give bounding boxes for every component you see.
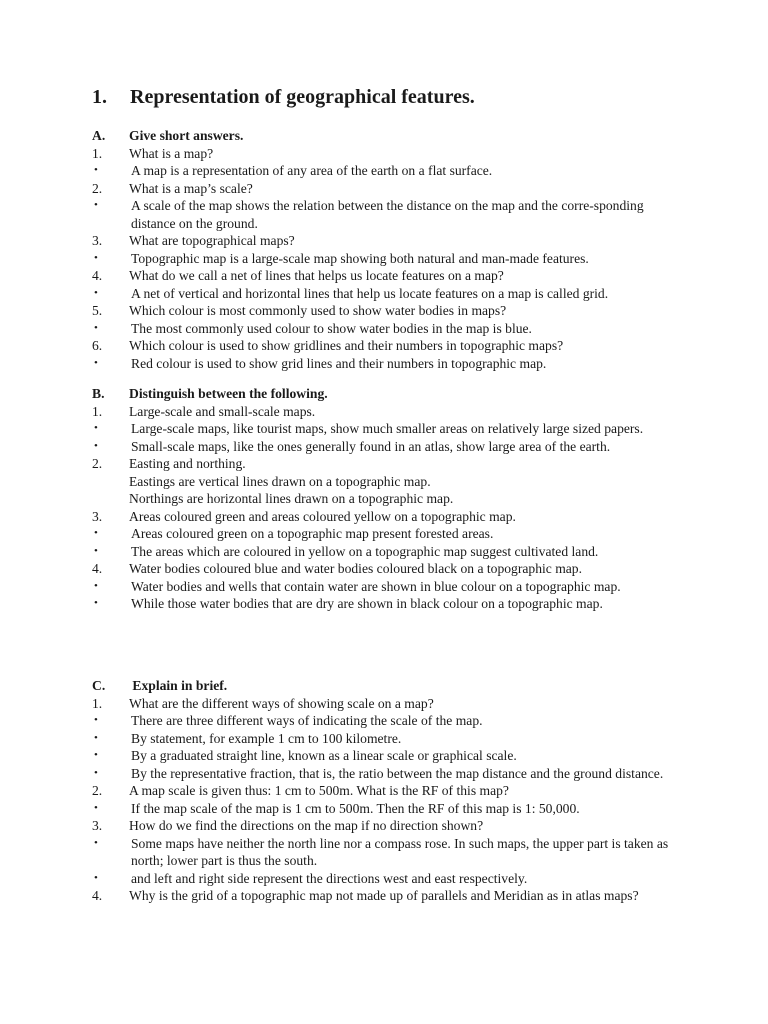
- title-text: Representation of geographical features.: [130, 86, 475, 108]
- bullet-marker: •: [94, 579, 98, 592]
- item-text: What do we call a net of lines that helps us locate features on a map?: [129, 268, 504, 283]
- bullet-marker: •: [94, 836, 98, 849]
- answer-line: [92, 490, 682, 508]
- bullet-marker: •: [94, 749, 98, 761]
- item-number: 3.: [92, 508, 103, 524]
- question-item: [92, 782, 682, 800]
- question-item: [92, 887, 682, 905]
- bullet-marker: •: [94, 731, 98, 744]
- bullet-marker: •: [94, 321, 98, 334]
- item-number: 2.: [92, 783, 103, 798]
- bullet-marker: •: [94, 871, 98, 884]
- answer-item: [92, 578, 682, 596]
- item-text: How do we find the directions on the map if no direction shown?: [129, 818, 484, 833]
- section-letter: A.: [92, 128, 106, 143]
- bullet-marker: •: [94, 801, 98, 814]
- item-number: 2.: [92, 456, 103, 471]
- bullet-marker: •: [94, 251, 98, 264]
- section-letter: B.: [92, 386, 105, 401]
- question-item: [92, 695, 682, 713]
- page-title: [92, 86, 475, 109]
- question-item: [92, 560, 682, 578]
- answer-item: [92, 162, 682, 180]
- item-text: Water bodies and wells that contain water are shown in blue colour on a topographic map.: [131, 578, 621, 594]
- question-item: [92, 267, 682, 285]
- answer-item: [92, 870, 682, 888]
- item-number: 3.: [92, 233, 103, 248]
- item-text: Areas coloured green and areas coloured yellow on a topographic map.: [129, 508, 516, 524]
- question-item: [92, 232, 682, 250]
- section-a: [92, 127, 682, 372]
- section-heading: [92, 385, 682, 403]
- bullet-marker: •: [94, 544, 98, 557]
- question-item: [92, 337, 682, 355]
- item-text: The areas which are coloured in yellow on a topographic map suggest cultivated land.: [131, 543, 599, 559]
- bullet-marker: •: [94, 356, 98, 369]
- item-number: 1.: [92, 695, 103, 711]
- item-text: and left and right side represent the directions west and east respectively.: [131, 870, 528, 886]
- bullet-marker: •: [94, 714, 98, 726]
- answer-item: [92, 835, 682, 870]
- item-text: A net of vertical and horizontal lines that help us locate features on a map is called grid.: [131, 285, 609, 301]
- answer-item: [92, 197, 682, 232]
- question-item: [92, 302, 682, 320]
- answer-item: [92, 543, 682, 561]
- answer-item: [92, 525, 682, 543]
- item-text: Large-scale and small-scale maps.: [129, 403, 316, 419]
- answer-item: [92, 712, 682, 730]
- item-text: By a graduated straight line, known as a linear scale or graphical scale.: [131, 748, 517, 763]
- item-text: What are topographical maps?: [129, 233, 295, 248]
- answer-item: [92, 800, 682, 818]
- item-number: 6.: [92, 338, 103, 353]
- answer-item: [92, 765, 682, 783]
- item-text: Eastings are vertical lines drawn on a topographic map.: [129, 473, 431, 489]
- answer-item: [92, 285, 682, 303]
- answer-item: [92, 595, 682, 613]
- item-text: Topographic map is a large-scale map showing both natural and man-made features.: [131, 250, 589, 266]
- question-item: [92, 817, 682, 835]
- item-number: 4.: [92, 561, 103, 576]
- item-text: By the representative fraction, that is, the ratio between the map distance and the ground distance.: [131, 765, 664, 781]
- answer-item: [92, 438, 682, 456]
- item-text: Which colour is used to show gridlines and their numbers in topographic maps?: [129, 338, 564, 353]
- section-heading: [92, 677, 682, 695]
- section-heading-text: Explain in brief.: [129, 678, 228, 693]
- item-text: Small-scale maps, like the ones generally found in an atlas, show large area of the earth.: [131, 438, 611, 454]
- bullet-marker: •: [94, 164, 98, 176]
- question-item: [92, 455, 682, 473]
- item-text: A scale of the map shows the relation between the distance on the map and the corre-sponding distance on the ground.: [131, 198, 644, 231]
- bullet-marker: •: [94, 199, 98, 211]
- item-text: What is a map?: [129, 145, 214, 161]
- section-c: [92, 677, 682, 905]
- item-text: Why is the grid of a topographic map not made up of parallels and Meridian as in atlas maps?: [129, 888, 639, 903]
- section-heading-text: Give short answers.: [129, 128, 244, 143]
- bullet-marker: •: [94, 766, 98, 779]
- bullet-marker: •: [94, 286, 98, 299]
- item-text: The most commonly used colour to show water bodies in the map is blue.: [131, 320, 532, 336]
- answer-item: [92, 747, 682, 765]
- answer-item: [92, 320, 682, 338]
- bullet-marker: •: [94, 597, 98, 609]
- item-text: There are three different ways of indicating the scale of the map.: [131, 713, 483, 728]
- title-number: 1.: [92, 86, 107, 108]
- item-text: A map is a representation of any area of the earth on a flat surface.: [131, 163, 493, 178]
- item-number: 5.: [92, 303, 103, 318]
- item-text: Areas coloured green on a topographic map present forested areas.: [131, 526, 494, 541]
- answer-line: [92, 473, 682, 491]
- item-text: A map scale is given thus: 1 cm to 500m. What is the RF of this map?: [129, 783, 509, 798]
- item-text: Large-scale maps, like tourist maps, show much smaller areas on relatively large sized papers.: [131, 421, 644, 436]
- question-item: [92, 180, 682, 198]
- item-number: 2.: [92, 180, 103, 196]
- item-text: By statement, for example 1 cm to 100 kilometre.: [131, 730, 402, 746]
- item-text: While those water bodies that are dry are shown in black colour on a topographic map.: [131, 596, 603, 611]
- section-letter: C.: [92, 678, 106, 693]
- item-text: What is a map’s scale?: [129, 180, 253, 196]
- item-text: What are the different ways of showing scale on a map?: [129, 695, 434, 711]
- section-b: [92, 385, 682, 613]
- item-text: Water bodies coloured blue and water bodies coloured black on a topographic map.: [129, 561, 583, 576]
- item-text: Red colour is used to show grid lines and their numbers in topographic map.: [131, 355, 547, 371]
- question-item: [92, 508, 682, 526]
- item-number: 3.: [92, 818, 103, 833]
- question-item: [92, 145, 682, 163]
- answer-item: [92, 250, 682, 268]
- item-number: 4.: [92, 888, 103, 903]
- bullet-marker: •: [94, 422, 98, 434]
- item-number: 4.: [92, 268, 103, 283]
- item-text: Some maps have neither the north line nor a compass rose. In such maps, the upper part is taken as north; lower part is thus the south.: [131, 835, 669, 868]
- item-text: Which colour is most commonly used to show water bodies in maps?: [129, 303, 507, 318]
- answer-item: [92, 355, 682, 373]
- bullet-marker: •: [94, 527, 98, 539]
- section-heading: [92, 127, 682, 145]
- section-heading-text: Distinguish between the following.: [129, 386, 328, 401]
- bullet-marker: •: [94, 439, 98, 452]
- answer-item: [92, 420, 682, 438]
- item-text: Northings are horizontal lines drawn on a topographic map.: [129, 491, 454, 506]
- item-number: 1.: [92, 403, 103, 419]
- item-text: Easting and northing.: [129, 456, 246, 471]
- answer-item: [92, 730, 682, 748]
- question-item: [92, 403, 682, 421]
- item-number: 1.: [92, 145, 103, 161]
- item-text: If the map scale of the map is 1 cm to 500m. Then the RF of this map is 1: 50,000.: [131, 800, 580, 816]
